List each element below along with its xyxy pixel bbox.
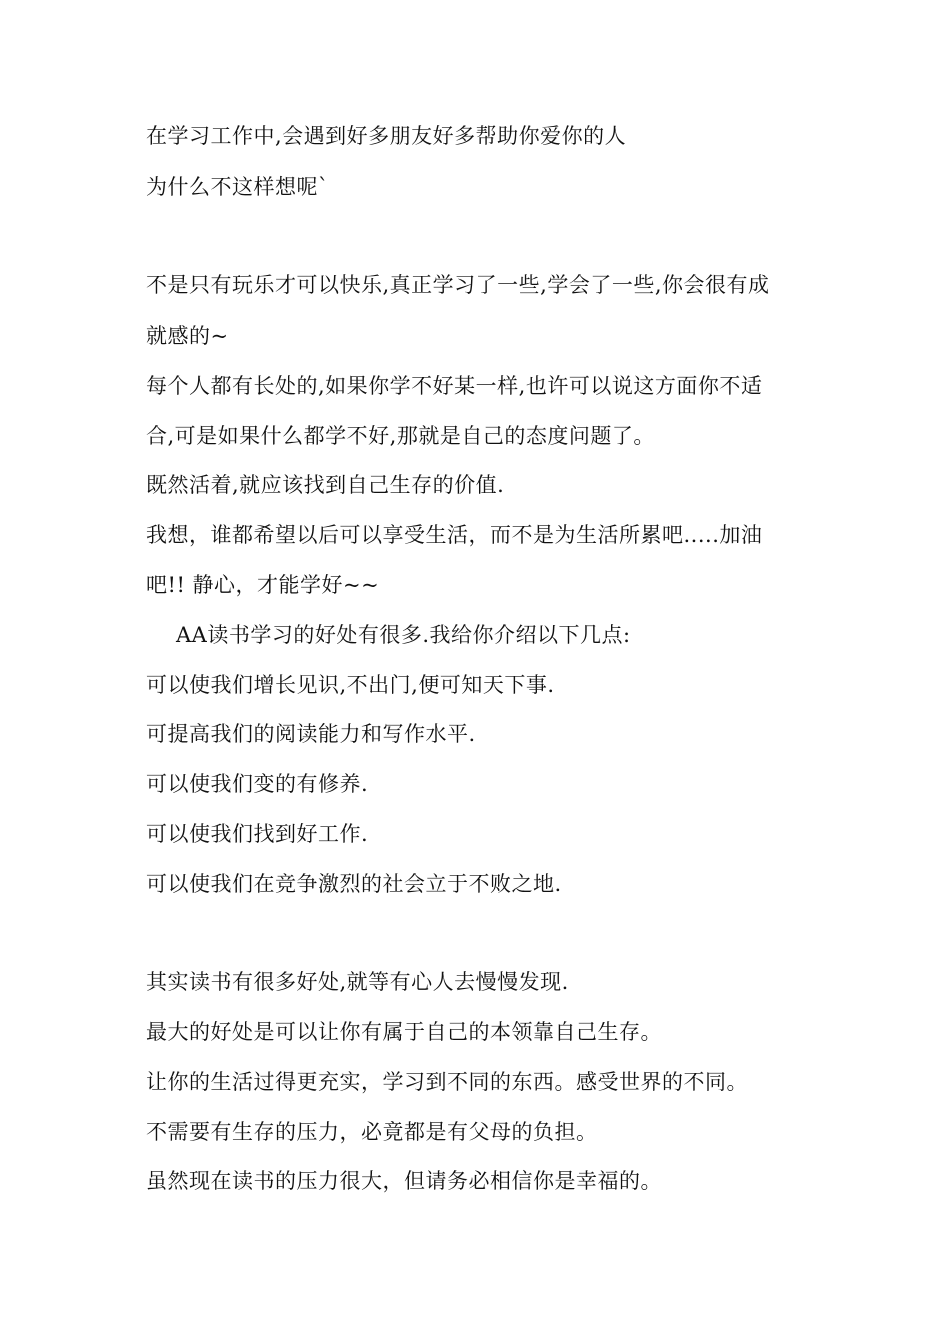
text-line: 可以使我们增长见识,不出门,便可知天下事. (146, 673, 555, 697)
text-line: 可提高我们的阅读能力和写作水平. (146, 722, 476, 746)
text-line: 就感的~ (146, 324, 229, 348)
text-line: 让你的生活过得更充实，学习到不同的东西。感受世界的不同。 (146, 1070, 748, 1094)
text-line: 虽然现在读书的压力很大，但请务必相信你是幸福的。 (146, 1169, 662, 1193)
text-line: 合,可是如果什么都学不好,那就是自己的态度问题了。 (146, 424, 655, 448)
text-line: 既然活着,就应该找到自己生存的价值. (146, 473, 505, 497)
text-line: 最大的好处是可以让你有属于自己的本领靠自己生存。 (146, 1020, 662, 1044)
text-line: 可以使我们在竞争激烈的社会立于不败之地. (146, 872, 562, 896)
text-line: 我想，谁都希望以后可以享受生活，而不是为生活所累吧.....加油 (146, 523, 763, 547)
text-line: 可以使我们找到好工作. (146, 822, 369, 846)
text-line: 可以使我们变的有修养. (146, 772, 369, 796)
text-line: AA读书学习的好处有很多.我给你介绍以下几点: (176, 623, 631, 647)
text-line: 其实读书有很多好处,就等有心人去慢慢发现. (146, 970, 569, 994)
text-line: 为什么不这样想呢` (146, 175, 329, 199)
text-line: 在学习工作中,会遇到好多朋友好多帮助你爱你的人 (146, 124, 627, 148)
text-line: 吧!! 静心，才能学好~~ (146, 573, 380, 597)
text-line: 每个人都有长处的,如果你学不好某一样,也许可以说这方面你不适 (146, 374, 763, 398)
text-line: 不需要有生存的压力，必竟都是有父母的负担。 (146, 1120, 598, 1144)
text-line: 不是只有玩乐才可以快乐,真正学习了一些,学会了一些,你会很有成 (146, 273, 770, 297)
